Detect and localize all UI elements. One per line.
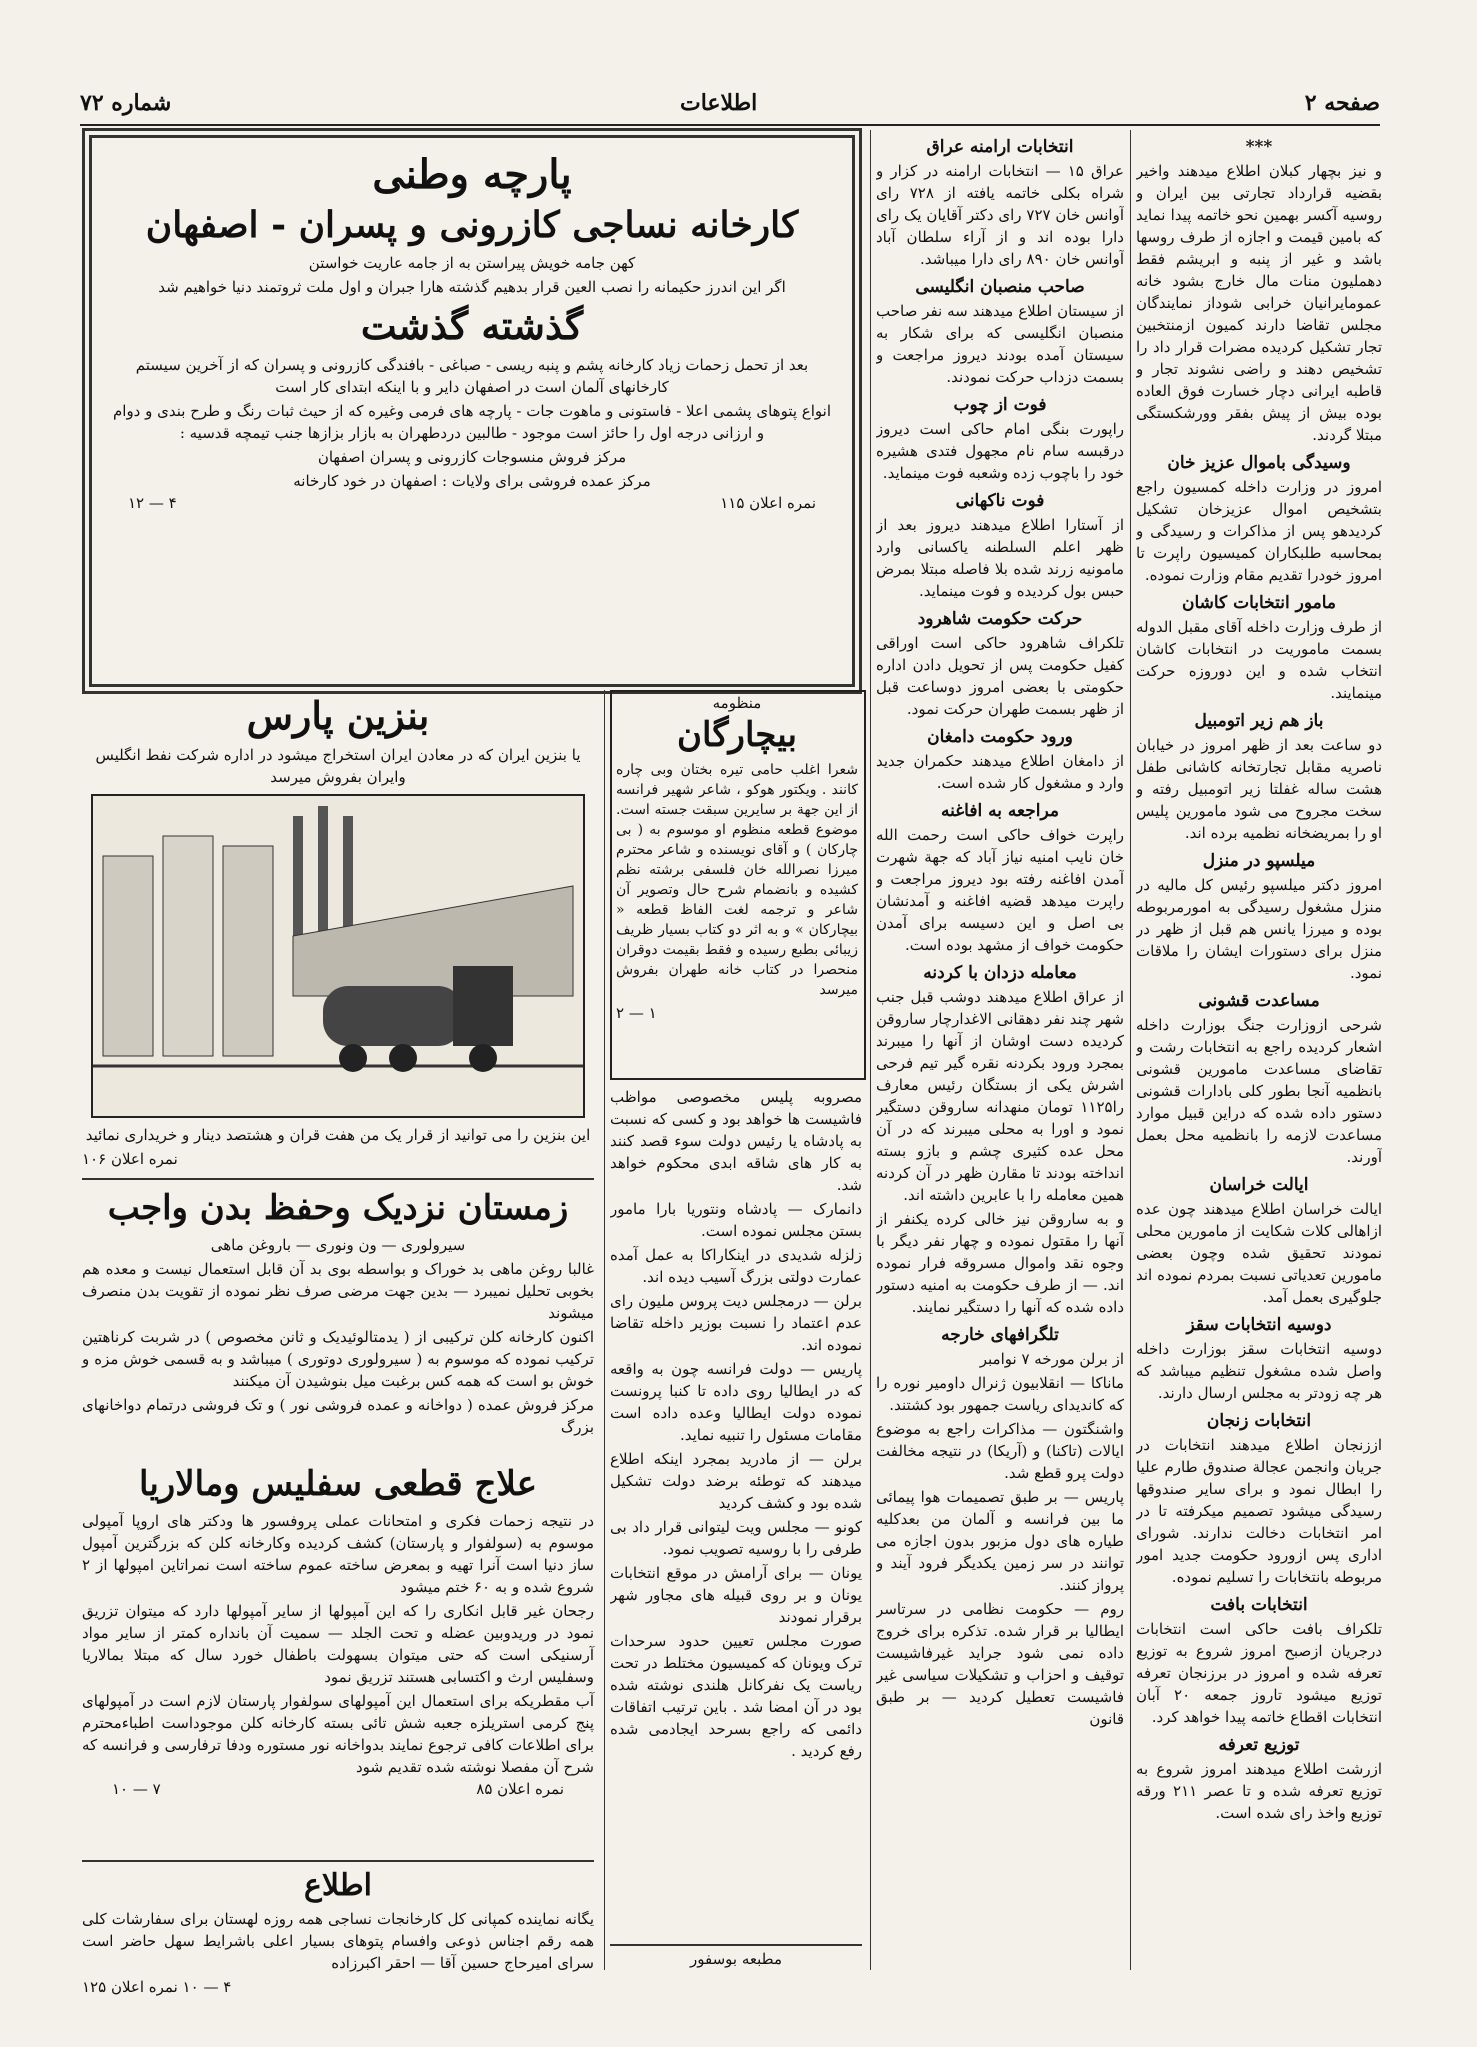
news-column-2 bbox=[876, 130, 1124, 1970]
news-paragraph: دوسیه انتخابات سقز بوزارت داخله واصل شده مشغول تنظیم میباشد که هر چه زودتر به مجلس ارسال دارند. bbox=[1136, 1340, 1382, 1402]
cure-ad-number: نمره اعلان ۸۵ bbox=[476, 1780, 564, 1798]
benzin-ad-title: بنزین پارس bbox=[246, 693, 430, 738]
news-paragraph: عراق ۱۵ — انتخابات ارامنه در کزار و شراه بکلی خاتمه یافته از ۷۲۸ رای آوانس خان ۷۲۷ رای دکتر آقایان یک رای دارا بوده اند و از آراء سلطان آباد آوانس خان ۸۹۰ رای دارا میباشد. bbox=[876, 162, 1124, 268]
news-paragraph: ماناکا — انقلابیون ژنرال داومیر نوره را که کاندیدای ریاست جمهور بود کشتند. bbox=[876, 1374, 1124, 1414]
winter-ad-para1: غالبا روغن ماهی بد خوراک و بواسطه بوی بد آن قابل استعمال نیست و معده هم بخوبی تحلیل نمیبرد — بدین جهت مرضی صرف نظر نموده از تقویت بدن منصرف میشوند bbox=[82, 1260, 594, 1322]
column-rule bbox=[870, 130, 871, 1970]
news-paragraph: از عراق اطلاع میدهند دوشب قبل جنب شهر چند نفر دهقانی الاغدارچار ساروقن کردیده دست اوشان از آنها را میبرند بمجرد ورود بکردنه نقره گیر تیم فرحی اشرش یکی از بستگان رئیس معارف را۱۱۲۵ تومان منهدانه ساروقن دستگیر نمود و اورا به محلی میبرند که در آن محل عده کثیری چشم و بازو بسته انداخته بودند تا مقارن ظهر در آن کردنه همین معامله را با عابرین داشته اند. bbox=[876, 988, 1124, 1204]
news-headline: باز هم زیر اتومبیل bbox=[1194, 711, 1324, 731]
cure-ad-para1: در نتیجه زحمات فکری و امتحانات عملی پروفسور ها ودکتر های اروپا آمپولی موسوم به (سولفوار و پارستان) کشف کردیده وکارخانه کلن که بزرگترین آمپول ساز دنیا است آنرا تهیه و بمعرض ساخته عموم ساخته است نمراتاین امپولها از ۲ شروع شده و به ۶۰ ختم میشود bbox=[82, 1512, 594, 1596]
section-divider bbox=[82, 1860, 594, 1862]
paper-name: اطلاعات bbox=[680, 90, 758, 116]
news-paragraph: پاریس — بر طبق تصمیمات هوا پیمائی ما بین فرانسه و آلمان من بعدکلیه طیاره های دول مزبور بدون اجازه می توانند در سر زمین یکدیگر فرود آیند و پرواز کنند. bbox=[876, 1488, 1124, 1594]
news-paragraph: برلن — از مادرید بمجرد اینکه اطلاع میدهند که توطئه برضد دولت تشکیل شده بود و کشف کردید bbox=[610, 1450, 862, 1512]
benzin-ad-para2: این بنزین را می توانید از قرار یک من هفت قران و هشتصد دینار و خریداری نمائید bbox=[85, 1126, 591, 1144]
news-paragraph: یونان — برای آرامش در موقع انتخابات یونان و بر روی قبیله های مجاور شهر برقرار نمودند bbox=[610, 1564, 862, 1626]
news-paragraph: راپرت خواف حاکی است رحمت الله خان نایب امنیه نیاز آباد که جهة شهرت آمدن افاغنه رفته بود دیروز مراجعت و راپرت میدهد قضیه افاغنه و آمدنشان بی اصل و این دسیسه برای آمدن حکومت خواف از مشهد بوده است. bbox=[876, 826, 1124, 954]
news-paragraph: از طرف وزارت داخله آقای مقبل الدوله بسمت ماموریت در انتخابات کاشان انتخاب شده و این دوروزه حرکت مینمایند. bbox=[1136, 618, 1382, 702]
news-headline: فوت ناکهانی bbox=[955, 491, 1045, 511]
news-headline: ورود حکومت دامغان bbox=[927, 727, 1073, 747]
news-headline: انتخابات ارامنه عراق bbox=[926, 137, 1074, 157]
news-headline: وسیدگی باموال عزیز خان bbox=[1167, 453, 1351, 473]
news-headline: مساعدت قشونی bbox=[1198, 991, 1320, 1011]
news-headline: فوت از چوب bbox=[953, 395, 1047, 415]
notice-ad bbox=[82, 1866, 594, 1996]
news-paragraph: ایالت خراسان اطلاع میدهند چون عده ازاهالی کلات شکایت از مامورین محلی نمودند تحقیق شده وچون بعضی مامورین تعدیاتی نسبت بمردم نموده اند جلوگیری بعمل آمد. bbox=[1136, 1200, 1382, 1306]
textile-ad-subtitle: گذشته گذشت bbox=[360, 303, 584, 348]
column-rule bbox=[1130, 130, 1131, 1970]
news-paragraph: پاریس — دولت فرانسه چون به واقعه که در ایطالیا روی داده تا کنبا پرونست نموده دولت ایطالیا وعده داده است مقامات مسئول را تنبیه نماید. bbox=[610, 1360, 862, 1444]
benzin-ad-number: نمره اعلان ۱۰۶ bbox=[82, 1150, 178, 1168]
news-paragraph: مصروبه پلیس مخصوصی مواظب فاشیست ها خواهد بود و کسی که نسبت به پادشاه یا رئیس دولت سوء قصد کنند به کار های شاقه ابدی محکوم خواهد شد. bbox=[610, 1088, 862, 1194]
news-paragraph: از آستارا اطلاع میدهند دیروز بعد از ظهر اعلم السلطنه یاکسانی وارد مامونیه زرند شده بلا فاصله مبتلا بمرض حبس بول کردیده و فوت مینماید. bbox=[876, 516, 1124, 600]
news-paragraph: واشنگتون — مذاکرات راجع به موضوع ایالات (تاکنا) و (آریکا) در نتیجه مخالفت دولت پرو قطع شد. bbox=[876, 1420, 1124, 1482]
winter-ad bbox=[82, 1184, 594, 1454]
textile-ad-address1: مرکز فروش منسوجات کازرونی و پسران اصفهان bbox=[317, 448, 627, 466]
refinery-train-illustration bbox=[91, 794, 585, 1118]
cure-ad-title: علاج قطعی سفلیس ومالاریا bbox=[138, 1464, 538, 1504]
textile-ad-verse: کهن جامه خویش پیراستن به از جامه عاریت خواستن bbox=[308, 254, 636, 272]
news-paragraph: از سیستان اطلاع میدهند سه نفر صاحب منصبان انگلیسی که برای شکار به سیستان آمده بودند دیروز مراجعت و بسمت دزداب حرکت نمودند. bbox=[876, 302, 1124, 386]
poem-title: بیچارگان bbox=[677, 715, 797, 755]
poem-text: شعرا اغلب حامی تیره بختان وبی چاره کانند . ویکتور هوکو ، شاعر شهیر فرانسه از این جهة بر سایرین سبقت جسته است. موضوع قطعه منظوم او موسوم به ( بی چارکان ) و آقای نویسنده و شاعر محترم میرزا نصرالله خان فلسفی برشته نظم کشیده و بانضمام شرح حال وتصویر آن شاعر و ترجمه لغت الفاظ قطعه « بیچارکان » و به اثر دو کتاب بسیار ظریف زیبائی بطبع رسیده و فقط بقیمت دوقران منحصرا در کتاب خانه طهران بفروش میرسد bbox=[616, 762, 858, 998]
textile-ad-title: پارچه وطنی bbox=[372, 151, 572, 198]
textile-ad-address2: مرکز عمده فروشی برای ولایات : اصفهان در خود کارخانه bbox=[293, 472, 651, 490]
benzin-ad-para1: یا بنزین ایران که در معادن ایران استخراج میشود در اداره شرکت نفط انگلیس وایران بفروش میرسد bbox=[95, 746, 581, 786]
news-paragraph: شرحی ازوزارت جنگ بوزارت داخله اشعار کردیده راجع به انتخابات رشت و تقاضای مساعدت مامورین قشونی بانظمیه آنجا بطور کلی بادارات قشونی دستور داده شده که دراین قبیل موارد مساعدت لازمه را بانظمیه محل بعمل آورند. bbox=[1136, 1016, 1382, 1166]
news-paragraph: دو ساعت بعد از ظهر امروز در خیابان ناصریه مقابل تجارتخانه کاشانی طفل هشت ساله غفلتا زیر اتومبیل رفته و سخت مجروح می شود مامورین پلیس او را بمریضخانه نظمیه برده اند. bbox=[1136, 736, 1382, 842]
issue-number: شماره ۷۲ bbox=[80, 90, 172, 116]
textile-ad-company: کارخانه نساجی کازرونی و پسران - اصفهان bbox=[145, 204, 799, 246]
news-column-1 bbox=[1136, 130, 1382, 1970]
news-headline: ایالت خراسان bbox=[1209, 1175, 1309, 1195]
news-headline: مامور انتخابات کاشان bbox=[1181, 593, 1337, 613]
news-headline: توزیع تعرفه bbox=[1218, 1735, 1300, 1755]
textile-ad bbox=[108, 150, 836, 670]
cure-ad-para3: آب مقطریکه برای استعمال این آمپولهای سولفوار پارستان لازم است در آمپولهای پنج کرمی استریلزه جعبه شش تائی بسته کارخانه کلن موجوداست اطباءمحترم برای اطلاعات کافی ترجوع نمایند بدواخانه نور مستوره ودفا ترفارسی و فرانسه که شرح آن مفصلا نوشته شده تقدیم شود bbox=[82, 1692, 594, 1776]
news-paragraph: روم — حکومت نظامی در سرتاسر ایطالیا بر قرار شده. تذکره برای خروج داده نمی شود جراید غیرفاشیست توقیف و احزاب و تشکیلات سیاسی غیر فاشیست تعطیل کردید — بر طبق قانون bbox=[876, 1600, 1124, 1728]
news-paragraph: امروز در وزارت داخله کمسیون راجع بتشخیص اموال عزیزخان تشکیل کردیدهو پس از مذاکرات و رسیدگی و بمحاسبه طلبکاران کمیسیون راپرت تا امروز خودرا تقدیم مقام وزارت نموده. bbox=[1136, 478, 1382, 584]
news-paragraph: زلزله شدیدی در اینکاراکا به عمل آمده عمارت دولتی بزرگ آسیب دیده اند. bbox=[610, 1246, 862, 1286]
news-paragraph: از دامغان اطلاع میدهند حکمران جدید وارد و مشغول کار شده است. bbox=[876, 752, 1124, 792]
poem-label: منظومه bbox=[712, 694, 762, 712]
benzin-ad bbox=[82, 690, 594, 1170]
textile-ad-line2: اگر این اندرز حکیمانه را نصب العین قرار بدهیم گذشته هارا جبران و اول ملت ثروتمند دنیا خواهیم شد bbox=[158, 278, 786, 296]
notice-ad-number: ۴ — ۱۰ نمره اعلان ۱۲۵ bbox=[82, 1978, 232, 1996]
news-paragraph: امروز دکتر میلسپو رئیس کل مالیه در منزل مشغول رسیدگی به امورمربوطه بوده و میرزا یانس هم قبل از ظهر در منزل برای دستورات ایشان را ملاقات نمود. bbox=[1136, 876, 1382, 982]
news-headline: صاحب منصبان انگلیسی bbox=[915, 277, 1085, 297]
section-divider bbox=[610, 1944, 862, 1946]
winter-ad-title: زمستان نزدیک وحفظ بدن واجب bbox=[107, 1188, 569, 1228]
textile-ad-date: ۴ — ۱۲ bbox=[128, 494, 177, 512]
poem-ad bbox=[616, 694, 858, 1074]
news-headline: تلگرافهای خارجه bbox=[941, 1325, 1059, 1345]
news-headline: میلسپو در منزل bbox=[1202, 851, 1316, 871]
cure-ad-date: ۷ — ۱۰ bbox=[112, 1780, 161, 1798]
news-paragraph: برلن — درمجلس دیت پروس مليون رای عدم اعتماد را نسبت بوزیر داخله تقاضا نموده اند. bbox=[610, 1292, 862, 1354]
news-headline: انتخابات زنجان bbox=[1206, 1411, 1312, 1431]
news-headline: *** bbox=[1245, 137, 1273, 157]
winter-ad-para3: مرکز فروش عمده ( دواخانه و عمده فروشی نور ) و تک فروشی درتمام دواخانهای بزرگ bbox=[82, 1396, 594, 1436]
news-headline: معامله دزدان با کردنه bbox=[923, 963, 1077, 983]
page-number: صفحه ۲ bbox=[1304, 90, 1380, 116]
news-paragraph: کونو — مجلس ویت لیتوانی قرار داد بی طرفی را با روسیه تصویب نمود. bbox=[610, 1518, 862, 1558]
news-paragraph: تلکراف بافت حاکی است انتخابات درجریان ازصبح امروز شروع به توزیع تعرفه شده و امروز در برزنجان تعرفه توزیع میشود تاروز جمعه ۲۰ آبان انتخابات اقطاع خاتمه پیدا خواهد کرد. bbox=[1136, 1620, 1382, 1726]
news-paragraph: صورت مجلس تعیین حدود سرحدات ترک ویونان که کمیسیون مختلط در تحت ریاست یک نفرکانل هلندی نوشته شده بود در آن امضا شد . باین ترتیب اتفاقات دائمی که راجع بسرحد ایجادمی شده رفع کردید . bbox=[610, 1632, 862, 1760]
news-column-3 bbox=[610, 1086, 862, 1941]
textile-ad-number: نمره اعلان ۱۱۵ bbox=[720, 494, 816, 512]
news-paragraph: و به ساروقن نیز خالی کرده یکنفر از آنها را مقتول نموده و چهار نفر دیگر با وجوه نقد واموال مسروقه فرار نموده اند. — از طرف حکومت به امنیه دستور داده شده که آنها را دستگیر نمایند. bbox=[876, 1210, 1124, 1316]
textile-ad-para1: بعد از تحمل زحمات زیاد کارخانه پشم و پنبه ریسی - صباغی - بافندگی کازرونی و پسران که از آخرین سیستم کارخانهای آلمان است در اصفهان دایر و با اینکه ابتدای کار است bbox=[135, 356, 809, 396]
printer-name: مطبعه بوسفور bbox=[690, 1950, 782, 1968]
notice-ad-title: اطلاع bbox=[303, 1868, 372, 1903]
cure-ad-para2: رجحان غیر قابل انکاری را که این آمپولها از سایر آمپولها دارد که میتوان تزریق نمود در وریدوبین عضله و تحت الجلد — سمیت آن بانداره کمتر از سایر مواد آرسنیکی است که حتی میتوان بسهولت باطفال خورد سال که مبتلا بمالاریا وسفلیس ارث و اکتسابی هستند تزریق نمود bbox=[82, 1602, 594, 1686]
news-headline: دوسیه انتخابات سقز bbox=[1186, 1315, 1332, 1335]
news-headline: حرکت حکومت شاهرود bbox=[917, 609, 1083, 629]
news-paragraph: اززنجان اطلاع میدهند انتخابات در جریان وانجمن عجالة صندوق طارم علیا را ابطال نمود و برای سایر صندوقها رسیدگی میشود تصمیم میکرفته تا در امر انتخابات دخالت ندارند. شورای اداری پس ازورود حکومت جدید امور مربوطه بانتخابات را تسلیم نموده. bbox=[1136, 1436, 1382, 1586]
news-headline: انتخابات بافت bbox=[1210, 1595, 1308, 1615]
textile-ad-para2: انواع پتوهای پشمی اعلا - فاستونی و ماهوت جات - پارچه های فرمی وغیره که از حیث ثبات رنگ و طرح بندی و دوام و ارزانی درجه اول را حائز است موجود - طالبین دردطهران به بازار بزازها جنب تیمچه قدسیه : bbox=[112, 402, 832, 442]
notice-ad-para1: یگانه نماینده کمپانی کل کارخانجات نساجی همه روزه لهستان برای سفارشات کلی همه رقم اجناس ذوعی وافسام پتوهای بسیار اعلی باشرایط سهل حاضر است سرای امیرحاج حسین آقا — احقر اکبرزاده bbox=[82, 1910, 594, 1972]
winter-ad-sub: سیرولوری — ون ونوری — باروغن ماهی bbox=[210, 1236, 466, 1254]
winter-ad-para2: اکنون کارخانه کلن ترکیبی از ( یدمتالوئیدیک و ثانن مخصوص ) در شربت کرناهتین ترکیب نموده که موسوم به ( سیرولوری دوتوری ) میباشد و به قسمی خوش مزه و خوش بو است که همه کس برغبت میل بنوشیدن آن میکنند bbox=[82, 1328, 594, 1390]
refinery-train-drawing bbox=[93, 796, 583, 1116]
news-paragraph: ازرشت اطلاع میدهند امروز شروع به توزیع تعرفه شده و تا عصر ۲۱۱ ورقه توزیع واخذ رای شده است. bbox=[1136, 1760, 1382, 1822]
cure-ad bbox=[82, 1460, 594, 1855]
section-divider bbox=[82, 1178, 594, 1180]
column-rule bbox=[604, 690, 605, 1970]
poem-date: ۱ — ۲ bbox=[616, 1004, 657, 1022]
news-paragraph: و نیز بچهار کبلان اطلاع میدهند واخیر بقضیه قرارداد تجارتی بین ایران و روسیه آکسر بهمین نحو خاتمه پیدا نماید که بامین قیمت و اجازه از طرف روسها باشد و غیر از پنبه و ابریشم فقط دهملیون منات مال خارج بشود خانه عمومایرانیان خرابی شوداز نمایندگان مجلس تقاضا دارند کمیون ازمنتخبین تجار تشکیل کردیده مضرات قرار داد را تشخیص دهند و راضی نشوند تجار و قاطبه ایرانی دچار خسارت فوق العاده بوده بیش از پیش بفقر وورشکستگی مبتلا گردند. bbox=[1136, 162, 1382, 444]
news-paragraph: از برلن مورخه ۷ نوامبر bbox=[979, 1350, 1124, 1368]
news-paragraph: دانمارک — پادشاه ونتوریا بارا مامور بستن مجلس نموده است. bbox=[610, 1200, 862, 1240]
news-paragraph: تلکراف شاهرود حاکی است اوراقی کفیل حکومت پس از تحویل دادن اداره حکومتی با بعضی امروز دوساعت قبل از ظهر بسمت طهران حرکت نمود. bbox=[876, 634, 1124, 718]
news-headline: مراجعه به افاغنه bbox=[941, 801, 1059, 821]
news-paragraph: راپورت بنگی امام حاکی است دیروز درقبسه سام نام مجهول فتدی هشیره خود را باچوب زده وشعبه فوت مینماید. bbox=[876, 420, 1124, 482]
masthead bbox=[80, 86, 1380, 126]
